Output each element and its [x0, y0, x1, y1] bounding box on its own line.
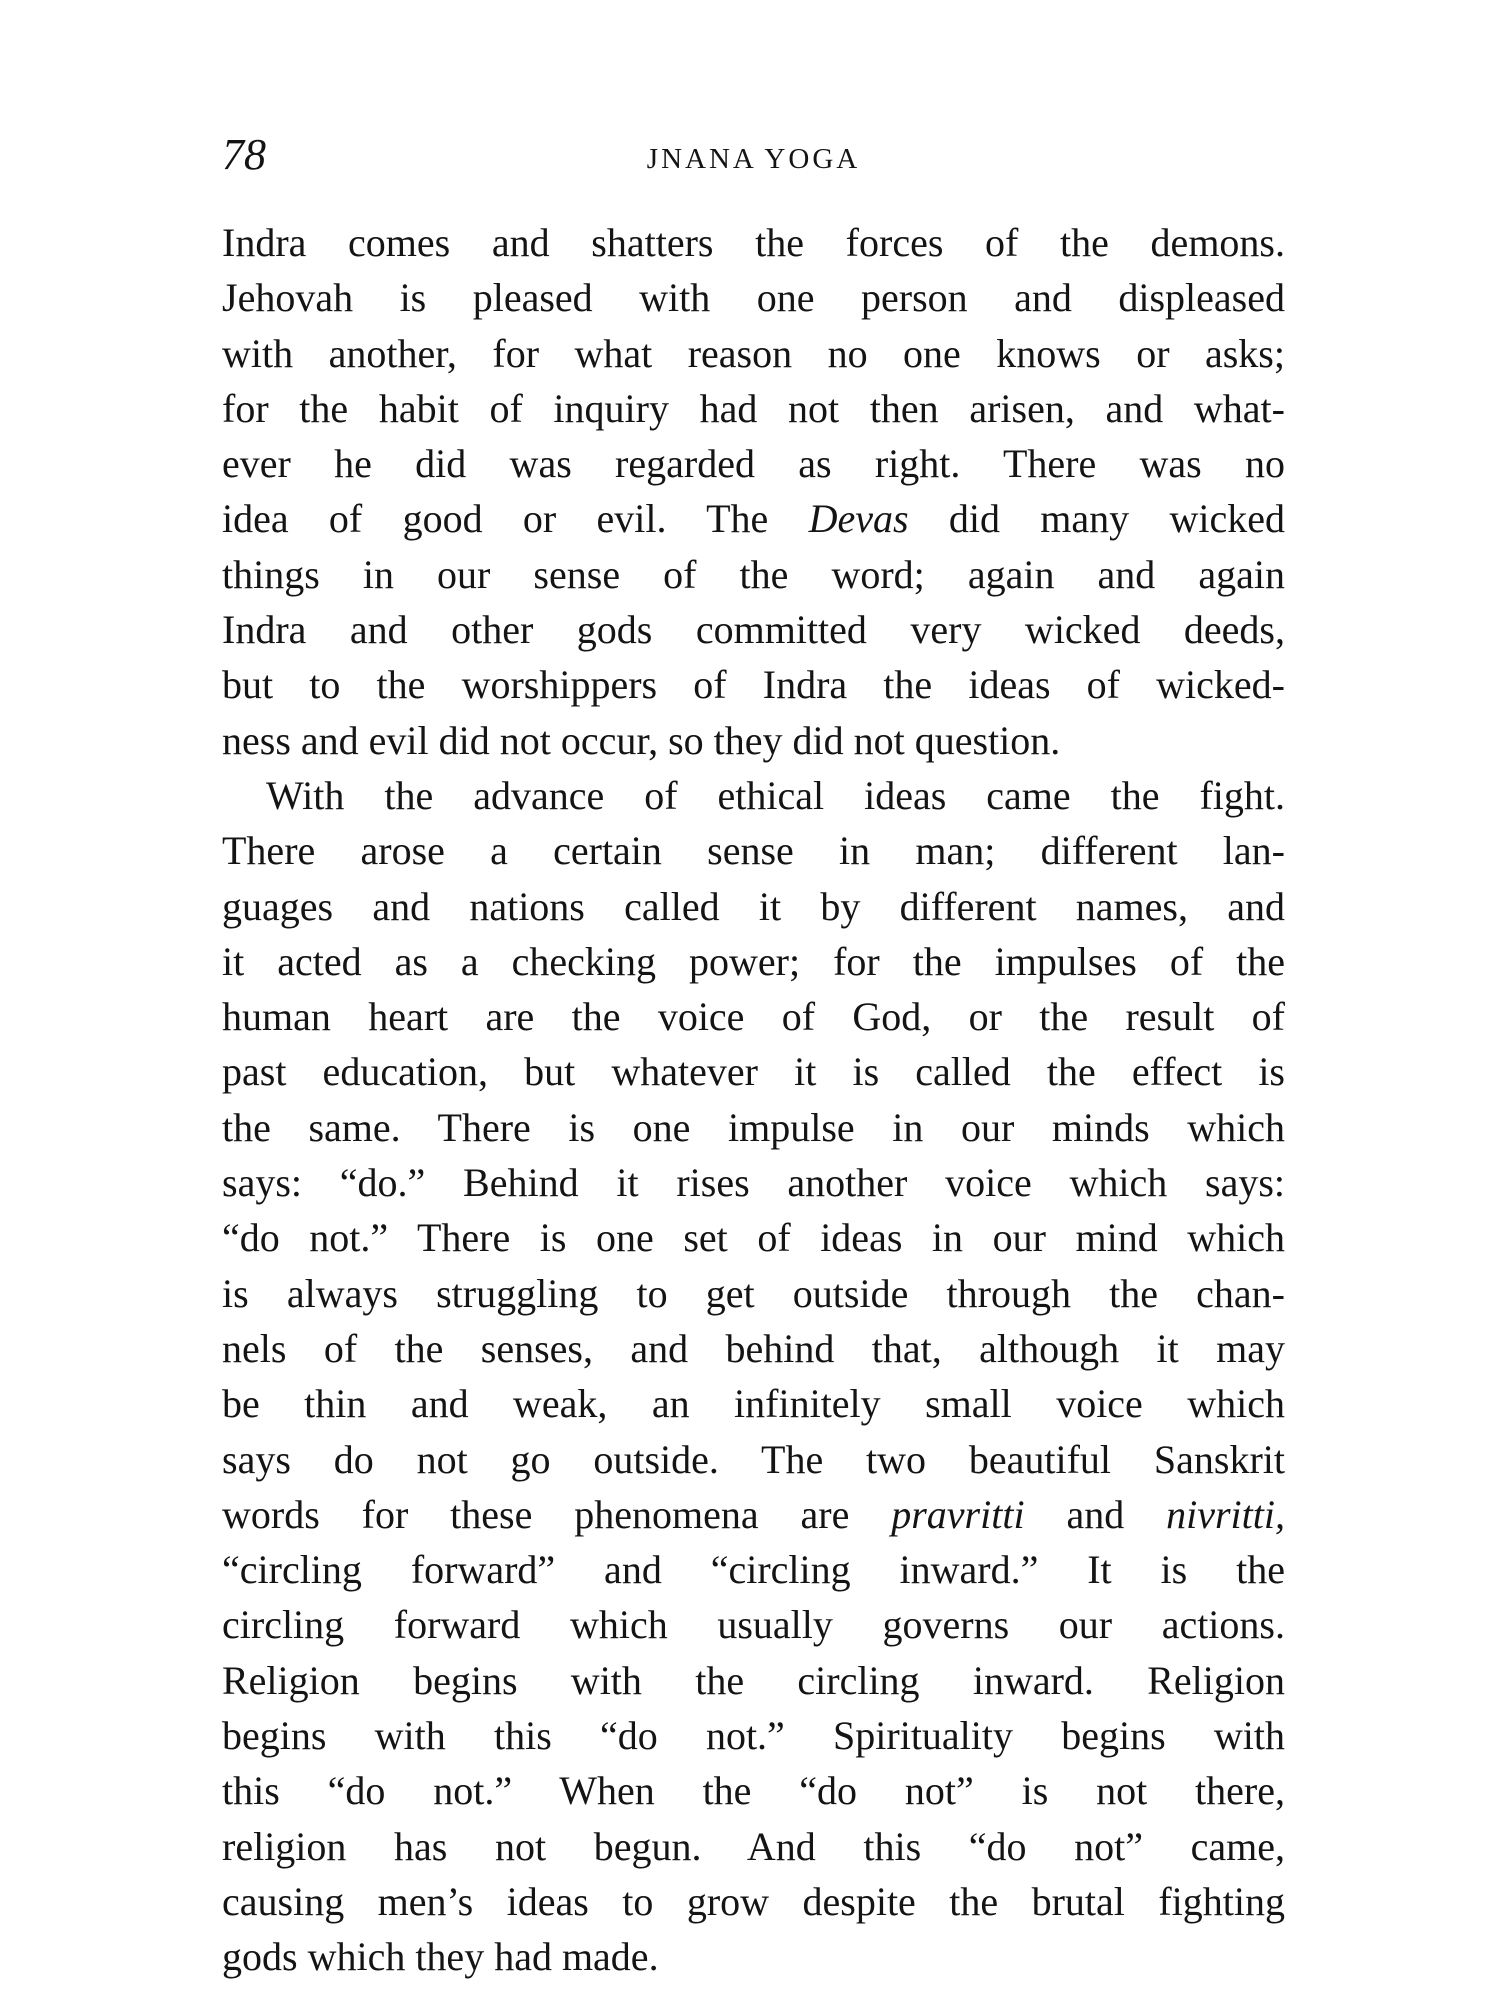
text-line: nels of the senses, and behind that, although it may	[222, 1325, 1285, 1371]
text-line: Religion begins with the circling inward. Religion	[222, 1657, 1285, 1703]
text-line: begins with this “do not.” Spirituality begins with	[222, 1713, 1285, 1759]
body-text	[222, 215, 1285, 1985]
text-line: be thin and weak, an infinitely small voice which	[222, 1381, 1285, 1427]
text-line: past education, but whatever it is called the effect is	[222, 1049, 1285, 1095]
text-line: “circling forward” and “circling inward.” It is the	[222, 1547, 1285, 1593]
text-line: causing men’s ideas to grow despite the brutal fighting	[222, 1878, 1285, 1924]
text-line: with another, for what reason no one knows or asks;	[222, 330, 1285, 376]
text-line: for the habit of inquiry had not then arisen, and what-	[222, 385, 1285, 431]
text-line: Indra and other gods committed very wicked deeds,	[222, 607, 1285, 653]
text-line: the same. There is one impulse in our minds which	[222, 1104, 1285, 1150]
text-line: religion has not begun. And this “do not” came,	[222, 1823, 1285, 1869]
text-line: idea of good or evil. The Devas did many wicked	[222, 496, 1285, 542]
running-head: JNANA YOGA	[646, 143, 861, 175]
paragraph-2	[222, 768, 1285, 1985]
text-line: There arose a certain sense in man; different lan-	[222, 828, 1285, 874]
text-line: words for these phenomena are pravritti and nivritti,	[222, 1491, 1285, 1537]
text-line: “do not.” There is one set of ideas in our mind which	[222, 1215, 1285, 1261]
text-line: but to the worshippers of Indra the ideas of wicked-	[222, 662, 1285, 708]
text-line: it acted as a checking power; for the impulses of the	[222, 938, 1285, 984]
page-header	[222, 125, 1285, 185]
text-line: says: “do.” Behind it rises another voice which says:	[222, 1160, 1285, 1206]
text-line: Jehovah is pleased with one person and displeased	[222, 275, 1285, 321]
italic-term-pravritti: pravritti	[891, 1491, 1025, 1537]
italic-term-devas: Devas	[808, 496, 909, 542]
text-line: is always struggling to get outside through the chan-	[222, 1270, 1285, 1316]
text-line: With the advance of ethical ideas came the fight.	[266, 772, 1285, 818]
text-line: this “do not.” When the “do not” is not there,	[222, 1768, 1285, 1814]
text-line: says do not go outside. The two beautiful Sanskrit	[222, 1436, 1285, 1482]
text-line: things in our sense of the word; again and again	[222, 551, 1285, 597]
paragraph-1	[222, 215, 1285, 768]
book-page	[222, 125, 1285, 1985]
text-line: ness and evil did not occur, so they did not question.	[222, 717, 1061, 763]
italic-term-nivritti: nivritti,	[1166, 1491, 1285, 1537]
text-line: ever he did was regarded as right. There was no	[222, 441, 1285, 487]
text-line: human heart are the voice of God, or the result of	[222, 994, 1285, 1040]
text-line: gods which they had made.	[222, 1934, 659, 1980]
page-number: 78	[222, 130, 266, 179]
text-line: guages and nations called it by different names, and	[222, 883, 1285, 929]
text-line: circling forward which usually governs our actions.	[222, 1602, 1285, 1648]
text-line: Indra comes and shatters the forces of the demons.	[222, 220, 1285, 265]
